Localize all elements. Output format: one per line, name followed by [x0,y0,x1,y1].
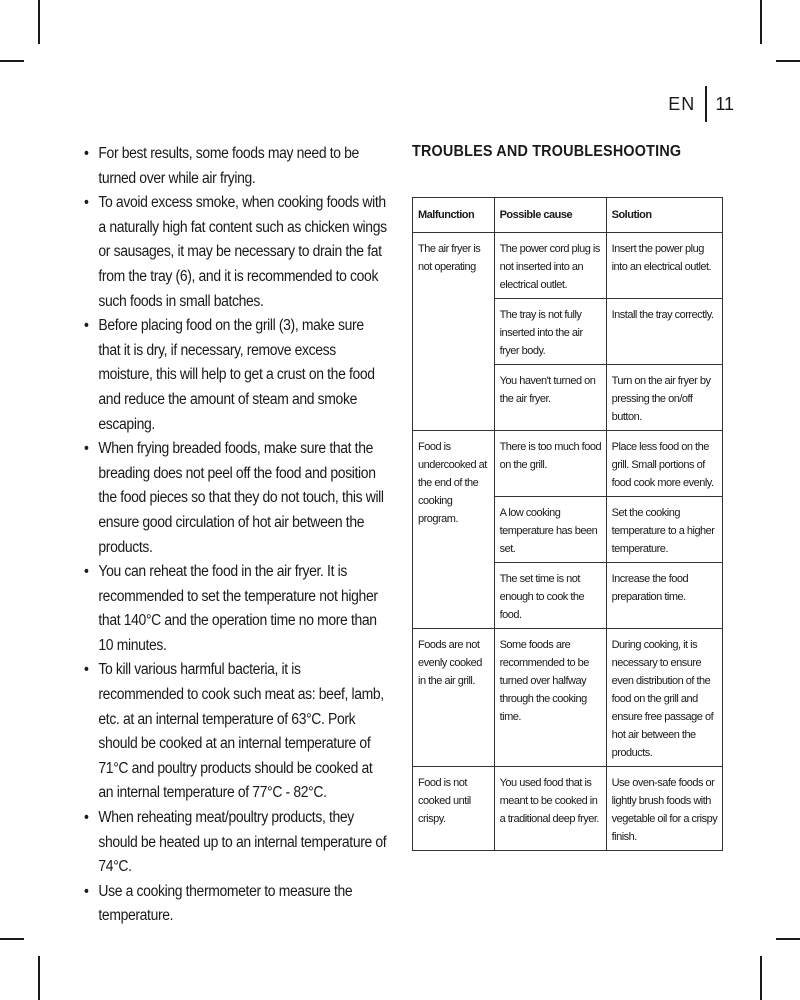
cause-cell: The power cord plug is not inserted into an electrical outlet. [494,233,606,299]
bullet-icon: • [84,661,89,679]
malfunction-cell: Food is undercooked at the end of the cooking program. [413,431,495,629]
tip-text: Before placing food on the grill (3), make sure that it is dry, if necessary, remove excess moisture, this will help to get a crust on the food and reduce the amount of steam and smoke escaping. [98,317,375,433]
page-header [668,86,734,122]
solution-cell: Use oven-safe foods or lightly brush foods with vegetable oil for a crispy finish. [606,767,722,851]
crop-mark [776,938,800,940]
solution-cell: Insert the power plug into an electrical outlet. [606,233,722,299]
tip-text: To avoid excess smoke, when cooking foods with a naturally high fat content such as chicken wings or sausages, it may be necessary to drain the fat from the tray (6), and it is recommended to cook such foods in small batches. [98,194,387,310]
tips-column [84,142,388,929]
tip-item [84,437,388,560]
tip-text: To kill various harmful bacteria, it is recommended to cook such meat as: beef, lamb, etc. at an internal temperature of 63°C. Pork should be cooked at an internal temperature of 71°C and poultry products should be cooked at an internal temperature of 77°C - 82°C. [98,661,384,802]
troubleshooting-table [412,197,723,851]
cause-cell: You used food that is meant to be cooked in a traditional deep fryer. [494,767,606,851]
table-row [413,233,723,299]
solution-cell: Install the tray correctly. [606,299,722,365]
solution-cell: Turn on the air fryer by pressing the on/off button. [606,365,722,431]
bullet-icon: • [84,882,89,900]
cause-cell: There is too much food on the grill. [494,431,606,497]
language-code: EN [668,93,696,114]
tip-item [84,806,388,880]
tip-text: When reheating meat/poultry products, they should be heated up to an internal temperature of 74°C. [98,809,387,876]
cause-cell: The set time is not enough to cook the food. [494,563,606,629]
crop-mark [0,60,24,62]
malfunction-cell: Food is not cooked until crispy. [413,767,495,851]
bullet-icon: • [84,317,89,335]
tip-text: Use a cooking thermometer to measure the temperature. [98,882,353,925]
bullet-icon: • [84,194,89,212]
section-title: TROUBLES AND TROUBLESHOOTING [412,143,682,160]
crop-mark [776,60,800,62]
tip-item [84,314,388,437]
cause-cell: Some foods are recommended to be turned over halfway through the cooking time. [494,629,606,767]
table-header-row [413,198,723,233]
solution-cell: Set the cooking temperature to a higher temperature. [606,497,722,563]
malfunction-cell: The air fryer is not operating [413,233,495,431]
tip-item [84,142,388,191]
cause-cell: You haven't turned on the air fryer. [494,365,606,431]
bullet-icon: • [84,440,89,458]
tip-item [84,560,388,658]
crop-mark [0,938,24,940]
header-possible-cause: Possible cause [494,198,606,233]
crop-mark [38,0,40,44]
cause-cell: A low cooking temperature has been set. [494,497,606,563]
table-body [413,233,723,851]
table-row [413,629,723,767]
tips-list [84,142,388,929]
bullet-icon: • [84,145,89,162]
cause-cell: The tray is not fully inserted into the air fryer body. [494,299,606,365]
table-row [413,767,723,851]
tip-item [84,658,388,806]
tip-text: When frying breaded foods, make sure that the breading does not peel off the food and position the food pieces so that they do not touch, this will ensure good circulation of hot air between the products. [98,440,384,556]
crop-mark [760,956,762,1000]
bullet-icon: • [84,563,89,581]
header-divider [705,86,707,122]
solution-cell: During cooking, it is necessary to ensure even distribution of the food on the grill and ensure free passage of hot air between the products. [606,629,722,767]
bullet-icon: • [84,809,89,827]
tip-item [84,191,388,314]
tip-text: For best results, some foods may need to be turned over while air frying. [98,145,359,187]
crop-mark [760,0,762,44]
tip-text: You can reheat the food in the air fryer. It is recommended to set the temperature not higher that 140°C and the operation time no more than 10 minutes. [98,563,378,654]
malfunction-cell: Foods are not evenly cooked in the air grill. [413,629,495,767]
page-number: 11 [715,93,734,114]
table-row [413,431,723,497]
crop-mark [38,956,40,1000]
header-malfunction: Malfunction [413,198,495,233]
tip-item [84,880,388,929]
solution-cell: Place less food on the grill. Small portions of food cook more evenly. [606,431,722,497]
solution-cell: Increase the food preparation time. [606,563,722,629]
header-solution: Solution [606,198,722,233]
